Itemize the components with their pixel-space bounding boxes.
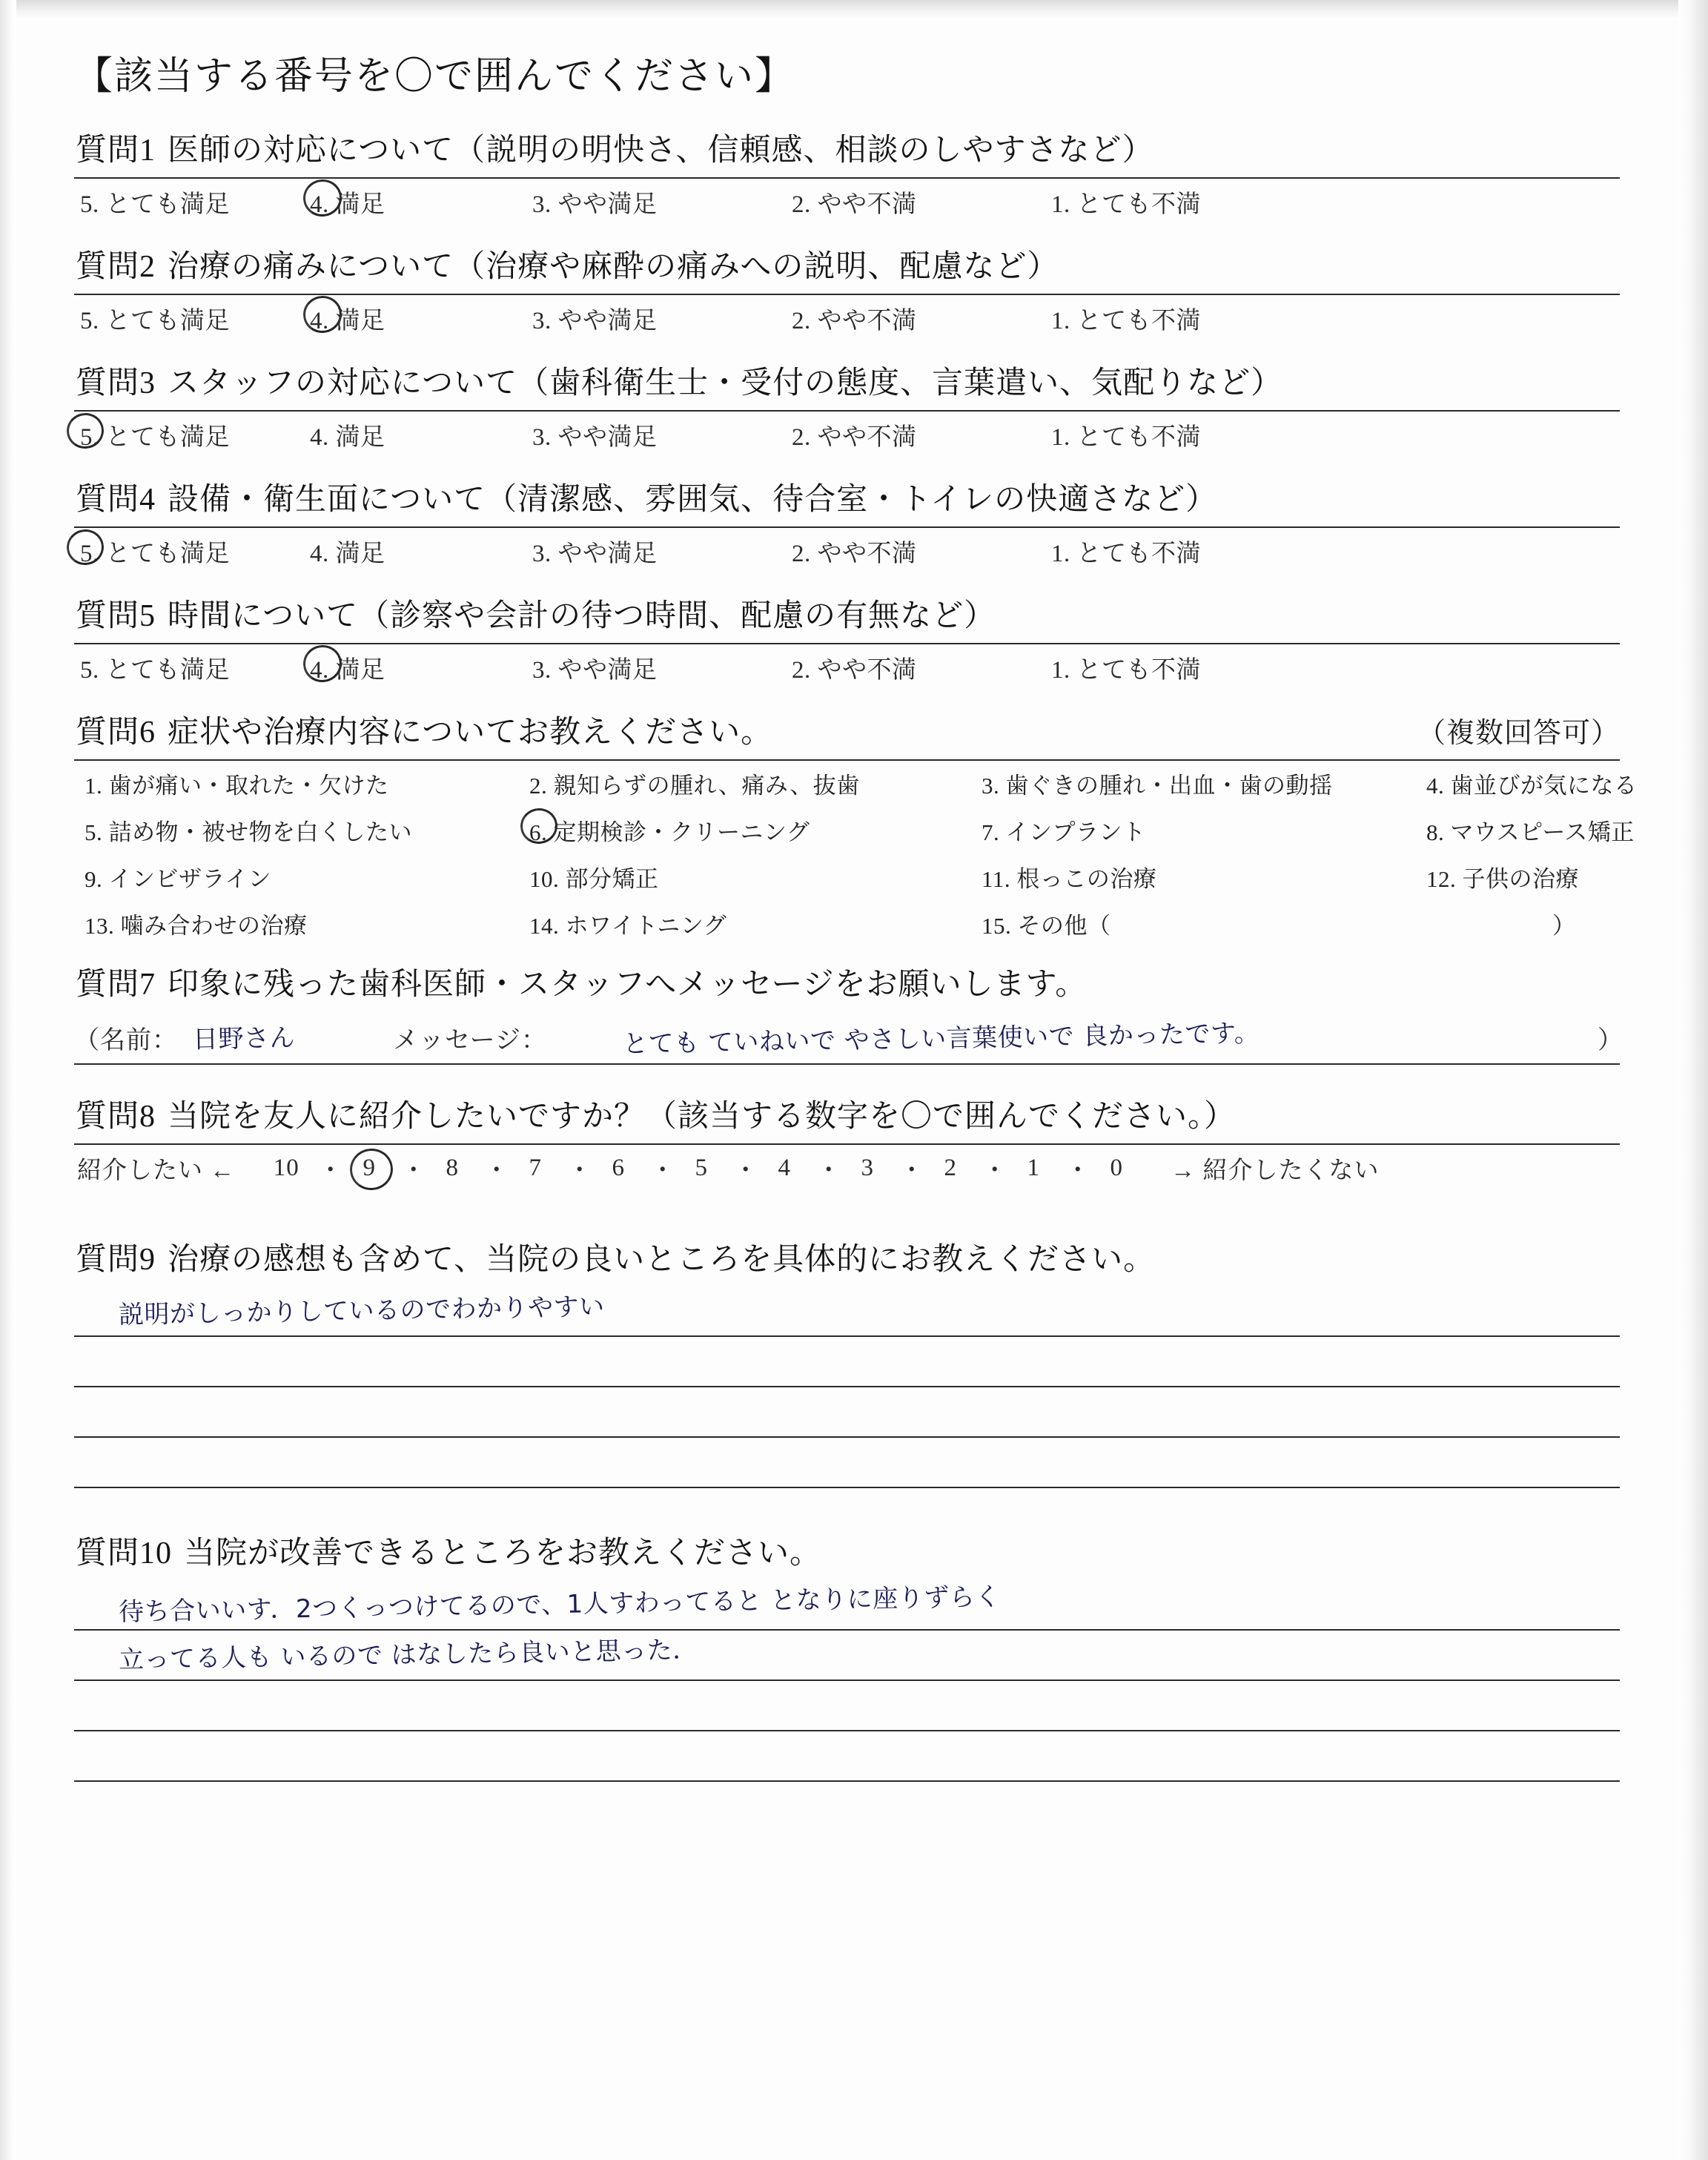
q2-option-1[interactable] [1051,301,1311,336]
q7-message-value: とても ていねいで やさしい言葉使いで 良かったです。 [622,1018,1260,1060]
question-6-options[interactable] [74,767,1638,940]
q8-number-9-label: 9 [363,1155,376,1181]
q3-option-3-label: 3. やや満足 [532,424,658,451]
q8-sep: ・ [982,1157,1008,1184]
q1-option-3-label: 3. やや満足 [532,191,658,218]
question-7-answer-line[interactable] [74,1011,1623,1065]
question-10-line-4[interactable] [74,1731,1620,1782]
q8-number-1-label: 1 [1027,1155,1040,1181]
question-4-body: 設備・衛生面について（清潔感、雰囲気、待合室・トイレの快適さなど） [168,483,1218,517]
q5-option-2[interactable] [792,650,1051,685]
question-4-rule [74,526,1620,528]
q8-number-3-label: 3 [861,1155,874,1181]
question-1-rule [74,177,1620,179]
q6-option-12-label: 12. 子供の治療 [1426,866,1579,892]
question-1-body: 医師の対応について（説明の明快さ、信頼感、相談のしやすさなど） [168,133,1154,168]
q6-option-8-label: 8. マウスピース矯正 [1426,819,1635,845]
question-5-body: 時間について（診察や会計の待つ時間、配慮の有無など） [168,599,996,633]
q6-option-9[interactable] [85,860,529,894]
q7-message-prefix: メッセージ： [393,1027,547,1054]
q6-option-12[interactable] [1426,860,1708,894]
question-block-7 [74,960,1631,1065]
q1-option-1[interactable] [1051,185,1311,219]
q6-option-8[interactable] [1426,813,1708,847]
q8-number-8[interactable] [420,1155,484,1182]
q6-option-6-label: 6. 定期検診・クリーニング [529,819,810,845]
question-8-text [76,1091,1631,1136]
q8-number-8-label: 8 [446,1155,459,1181]
q8-number-1[interactable] [1002,1155,1065,1182]
question-2-text [76,242,1631,286]
q8-sep: ・ [816,1157,842,1184]
q4-option-2-label: 2. やや不満 [792,541,917,567]
question-block-1 [74,125,1631,219]
q8-left-label: 紹介したい ← [77,1157,236,1184]
question-8-scale[interactable] [74,1151,1631,1186]
q6-option-14-label: 14. ホワイトニング [529,913,727,939]
question-8-body: 当院を友人に紹介したいですか？（該当する数字を〇で囲んでください。） [168,1100,1237,1134]
q8-sep: ・ [733,1157,759,1184]
question-3-rule [74,410,1620,412]
q10-answer-1: 待ち合いいす．2つくっつけてるので、1人すわってると となりに座りずらく [118,1582,1001,1628]
q4-option-3[interactable] [532,534,792,569]
q9-answer-1: 説明がしっかりしているのでわかりやすい [118,1292,605,1330]
q6-option-7[interactable] [982,813,1426,847]
q8-sep: ・ [1065,1157,1091,1184]
page-title: 【該当する番号を〇で囲んでください】 [74,56,795,98]
q2-option-2-label: 2. やや不満 [792,308,917,334]
q3-option-5[interactable] [74,417,310,452]
question-6-body: 症状や治療内容についてお教えください。 [168,716,773,750]
q3-option-3[interactable] [532,417,792,452]
q2-option-2[interactable] [792,301,1051,336]
question-block-9 [74,1235,1631,1488]
question-1-text [76,125,1631,170]
q6-option-10-label: 10. 部分矯正 [529,866,659,892]
q6-option-5-label: 5. 詰め物・被せ物を白くしたい [85,819,412,845]
q8-number-2[interactable] [918,1155,982,1182]
q6-option-15-close-paren: ） [1552,913,1576,939]
q2-option-4-label: 4. 満足 [310,308,385,334]
question-5-text [76,591,1631,635]
question-4-scale[interactable] [74,534,1631,569]
q5-option-3[interactable] [532,650,792,685]
q8-number-list[interactable] [254,1151,1148,1186]
q7-close-paren: ） [1598,1027,1623,1054]
q6-option-2-label: 2. 親知らずの腫れ、痛み、抜歯 [529,773,860,799]
q6-option-13[interactable] [85,907,529,940]
q8-number-5[interactable] [669,1155,733,1182]
q6-option-3-label: 3. 歯ぐきの腫れ・出血・歯の動揺 [982,773,1333,799]
q8-number-5-label: 5 [695,1155,708,1181]
question-10-line-1[interactable] [74,1580,1620,1631]
q3-option-1-label: 1. とても不満 [1051,424,1201,451]
question-6-label: 質問6 [76,716,156,750]
question-5-label: 質問5 [76,599,156,633]
q6-option-6[interactable] [529,813,982,847]
question-block-10 [74,1528,1631,1782]
q4-option-2[interactable] [792,534,1051,569]
q8-sep: ・ [567,1157,593,1184]
q5-option-5[interactable] [74,650,310,685]
q1-option-5[interactable] [74,185,310,219]
q3-option-4[interactable] [310,417,532,452]
q1-option-1-label: 1. とても不満 [1051,191,1201,218]
q8-number-10[interactable] [254,1155,318,1182]
q4-option-5-label: 5. とても満足 [80,541,230,567]
question-6-rule [74,759,1620,761]
q7-name-value: 日野さん [192,1023,296,1055]
circle-mark-icon [348,1146,396,1193]
q3-option-2[interactable] [792,417,1051,452]
scan-edge-right [1678,0,1708,2160]
q8-number-4[interactable] [752,1155,816,1182]
question-2-label: 質問2 [76,250,156,284]
q1-option-5-label: 5. とても満足 [80,191,230,218]
question-8-label: 質問8 [76,1100,156,1134]
q5-option-2-label: 2. やや不満 [792,657,917,684]
q6-option-13-label: 13. 噛み合わせの治療 [85,913,308,939]
question-3-label: 質問3 [76,366,156,400]
q6-option-4-label: 4. 歯並びが気になる [1426,773,1638,799]
q10-answer-2: 立ってる人も いるので はなしたら良いと思った． [118,1635,698,1675]
q8-number-7-label: 7 [529,1155,542,1181]
q4-option-3-label: 3. やや満足 [532,541,658,567]
question-4-text [76,475,1631,519]
question-block-2 [74,242,1631,336]
question-9-label: 質問9 [76,1243,156,1277]
q8-number-0-label: 0 [1110,1155,1123,1181]
question-9-line-3[interactable] [74,1387,1620,1438]
q6-option-1-label: 1. 歯が痛い・取れた・欠けた [85,773,389,799]
question-1-label: 質問1 [76,133,156,168]
question-6-header [74,707,1620,759]
question-2-rule [74,294,1620,295]
q3-option-1[interactable] [1051,417,1311,452]
question-block-3 [74,358,1631,452]
q3-option-5-label: 5. とても満足 [80,424,230,451]
q4-option-1[interactable] [1051,534,1311,569]
q8-number-9[interactable] [337,1155,401,1182]
q8-number-3[interactable] [835,1155,899,1182]
question-2-scale[interactable] [74,301,1631,336]
q5-option-1[interactable] [1051,650,1311,685]
q2-option-4[interactable] [310,301,532,336]
q6-option-2[interactable] [529,767,982,800]
q6-option-11[interactable] [982,860,1426,894]
q6-option-10[interactable] [529,860,982,894]
survey-content [74,44,1638,1789]
question-7-body: 印象に残った歯科医師・スタッフへメッセージをお願いします。 [168,968,1088,1002]
q1-option-2[interactable] [792,185,1051,219]
q6-option-14[interactable] [529,907,982,940]
question-7-label: 質問7 [76,968,156,1002]
q8-number-7[interactable] [503,1155,567,1182]
question-10-line-2[interactable] [74,1631,1620,1681]
question-3-scale[interactable] [74,417,1631,452]
question-block-8 [74,1091,1631,1186]
q8-sep: ・ [650,1157,676,1184]
q6-option-4[interactable] [1426,767,1708,800]
q1-option-3[interactable] [532,185,792,219]
scan-edge-top [0,0,1708,19]
question-1-scale[interactable] [74,185,1631,219]
question-8-rule [74,1143,1620,1145]
q5-option-3-label: 3. やや満足 [532,657,658,684]
q6-option-7-label: 7. インプラント [982,819,1146,845]
q8-number-2-label: 2 [944,1155,957,1181]
q5-option-4-label: 4. 満足 [310,657,385,684]
q6-option-3[interactable] [982,767,1426,800]
question-6-note: （複数回答可） [1417,718,1620,749]
question-block-4 [74,475,1631,569]
q2-option-5[interactable] [74,301,310,336]
question-block-6 [74,707,1638,940]
question-9-line-2[interactable] [74,1337,1620,1387]
q4-option-5[interactable] [74,534,310,569]
q8-sep: ・ [484,1157,510,1184]
q8-number-6-label: 6 [612,1155,625,1181]
q2-option-3[interactable] [532,301,792,336]
question-9-line-1[interactable] [74,1287,1620,1337]
q5-option-4[interactable] [310,650,532,685]
q8-number-0[interactable] [1085,1155,1148,1182]
q5-option-5-label: 5. とても満足 [80,657,230,684]
q3-option-2-label: 2. やや不満 [792,424,917,451]
q6-option-15-label: 15. その他（ [982,913,1111,939]
question-2-body: 治療の痛みについて（治療や麻酔の痛みへの説明、配慮など） [168,250,1059,284]
q8-number-6[interactable] [586,1155,650,1182]
q1-option-4[interactable] [310,185,532,219]
q6-option-9-label: 9. インビザライン [85,866,272,892]
q4-option-4[interactable] [310,534,532,569]
question-7-text [76,960,1631,1004]
question-9-answer-area[interactable] [74,1287,1620,1488]
question-10-line-3[interactable] [74,1681,1620,1731]
q8-number-4-label: 4 [778,1155,791,1181]
q2-option-5-label: 5. とても満足 [80,308,230,334]
question-3-text [76,358,1631,403]
question-5-scale[interactable] [74,650,1631,685]
q4-option-1-label: 1. とても不満 [1051,541,1201,567]
question-9-body: 治療の感想も含めて、当院の良いところを具体的にお教えください。 [168,1243,1156,1277]
q8-sep: ・ [401,1157,427,1184]
q8-sep: ・ [899,1157,925,1184]
q6-option-1[interactable] [85,767,529,800]
q1-option-4-label: 4. 満足 [310,191,385,218]
q6-option-5[interactable] [85,813,529,847]
question-10-answer-area[interactable] [74,1580,1620,1782]
question-block-5 [74,591,1631,685]
q3-option-4-label: 4. 満足 [310,424,385,451]
q7-name-prefix: （名前： [74,1027,178,1054]
question-10-label: 質問10 [76,1536,173,1571]
question-4-label: 質問4 [76,483,156,517]
q5-option-1-label: 1. とても不満 [1051,657,1201,684]
q6-option-11-label: 11. 根っこの治療 [982,866,1157,892]
question-6-text [76,707,772,752]
question-10-body: 当院が改善できるところをお教えください。 [184,1536,822,1571]
q8-right-label: → 紹介したくない [1171,1157,1380,1184]
scan-edge-left [0,0,16,2160]
q2-option-3-label: 3. やや満足 [532,308,658,334]
question-3-body: スタッフの対応について（歯科衛生士・受付の態度、言葉遣い、気配りなど） [168,366,1283,400]
q1-option-2-label: 2. やや不満 [792,191,917,218]
question-9-line-4[interactable] [74,1438,1620,1488]
q4-option-4-label: 4. 満足 [310,541,385,567]
q2-option-1-label: 1. とても不満 [1051,308,1201,334]
q6-option-15[interactable] [982,907,1576,940]
q8-sep: ・ [318,1157,344,1184]
question-9-text [76,1235,1631,1279]
question-5-rule [74,643,1620,644]
question-10-text [76,1528,1631,1573]
q6-option-15-blank [1426,907,1708,940]
q8-number-10-label: 10 [273,1155,299,1181]
